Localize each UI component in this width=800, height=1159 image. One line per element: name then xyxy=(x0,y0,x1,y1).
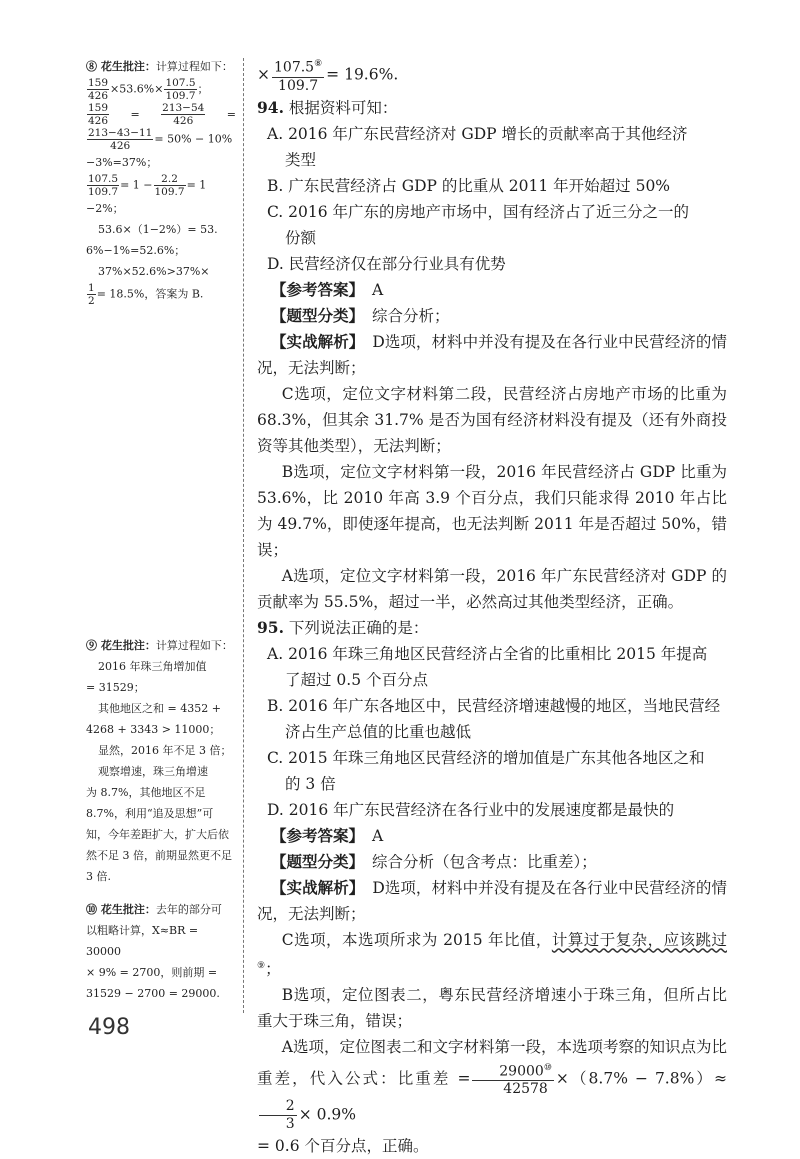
answer-row: 【参考答案】 A xyxy=(271,279,384,299)
analysis-paragraph: C选项，本选项所求为 2015 年比值，计算过于复杂，应该跳过⑨； xyxy=(257,930,727,978)
column-divider xyxy=(243,58,244,1013)
sidebar-notes xyxy=(86,56,236,1004)
note-9: ⑨ 花生批注：计算过程如下： 2016 年珠三角增加值 = 31529； 其他地区之和 = 4352 + 4268 + 3343 > 11000； 显然，2016 年不足 3 倍； 观察增速，珠三角增速 为 8.7%，其他地区不足 8.7%，利用“追及思想”可 知，今年差距扩大，扩大后依 然不足 3 倍，前期显然更不足 3 倍. xyxy=(86,639,233,883)
option-d: D. 2016 年广东民营经济在各行业中的发展速度都是最快的 xyxy=(267,800,675,819)
question-94 xyxy=(257,95,727,615)
type-row: 【题型分类】 综合分析（包含考点：比重差）； xyxy=(271,851,597,871)
fraction: $\frac{159}{426}$ xyxy=(88,102,109,127)
option-c: C. 2015 年珠三角地区民营经济的增加值是广东其他各地区之和 的 3 倍 xyxy=(267,748,705,793)
note-9-head: ⑨ 花生批注： xyxy=(86,639,156,652)
answer-row: 【参考答案】 A xyxy=(271,825,384,845)
fraction: $\frac{1}{2}$ xyxy=(88,282,95,307)
fraction: $\frac{2.2}{109.7}$ xyxy=(154,173,185,198)
option-b: B. 2016 年广东各地区中，民营经济增速越慢的地区，当地民营经 济占生产总值的比重也越低 xyxy=(267,696,721,741)
main-content xyxy=(257,56,727,1159)
note-8-head: ⑧ 花生批注： xyxy=(86,60,156,73)
option-a: A. 2016 年广东民营经济对 GDP 增长的贡献率高于其他经济 类型 xyxy=(267,124,688,169)
analysis-paragraph: B选项，定位文字材料第一段，2016 年民营经济占 GDP 比重为 53.6%，比 2010 年高 3.9 个百分点，我们只能求得 2010 年占比为 49.7%，即使逐年提高，也无法判断 2011 年是否超过 50%，错误； xyxy=(257,462,727,559)
option-d: D. 民营经济仅在部分行业具有优势 xyxy=(267,254,506,273)
top-formula-line: × $\frac{107.5^⑧}{109.7}$ = 19.6%. xyxy=(257,56,727,95)
option-c: C. 2016 年广东的房地产市场中，国有经济占了近三分之一的 份额 xyxy=(267,202,690,247)
question-stem: 下列说法正确的是： xyxy=(288,618,429,637)
note-8: ⑧ 花生批注：计算过程如下： $\frac{159}{426}$ ×53.6%× $\frac{107.5}{109.7}$ ； $\frac{159}{426}$ = $\frac{213-54}{426}$ = $\frac{213-43-11}{426}$ = 50% − 10% −3%=37%； $\frac{107.5}{109.7}$ = 1 − $\frac{2.2}{109.7}$ = 1 −2%； 53.6×（1−2%）= 53. 6%−1%=52.6%； 37%×52.6%>37%× $\frac{1}{2}$ = 18.5%，答案为 B. xyxy=(86,60,236,307)
analysis-paragraph-end: = 0.6 个百分点，正确。 xyxy=(257,1137,429,1156)
note-10: ⑩ 花生批注：去年的部分可 以粗略计算，X≈BR = 30000 × 9% = 2700，则前期 = 31529 − 2700 = 29000. xyxy=(86,903,222,1000)
answer-value: A xyxy=(372,280,384,299)
option-b: B. 广东民营经济占 GDP 的比重从 2011 年开始超过 50% xyxy=(267,176,671,195)
fraction: $\frac{213-43-11}{426}$ xyxy=(88,127,153,152)
fraction: $\frac{2}{3}$ xyxy=(259,1098,297,1133)
fraction: $\frac{159}{426}$ xyxy=(88,77,109,102)
question-number: 94. xyxy=(257,97,284,117)
analysis-row: 【实战解析】 D选项，材料中并没有提及在各行业中民营经济的情况，无法判断； xyxy=(257,877,727,923)
analysis-row: 【实战解析】 D选项，材料中并没有提及在各行业中民营经济的情况，无法判断； xyxy=(257,331,727,377)
wavy-underline-text: 计算过于复杂，应该跳过 xyxy=(551,930,727,949)
analysis-paragraph: B选项，定位图表二，粤东民营经济增速小于珠三角，但所占比重大于珠三角，错误； xyxy=(257,985,727,1030)
question-number: 95. xyxy=(257,617,284,637)
fraction: $\frac{107.5}{109.7}$ xyxy=(88,173,119,198)
fraction: $\frac{213-54}{426}$ xyxy=(162,102,205,127)
analysis-paragraph: C选项，定位文字材料第二段，民营经济占房地产市场的比重为 68.3%，但其余 31.7% 是否为国有经济材料没有提及（还有外商投资等其他类型），无法判断； xyxy=(257,384,727,455)
option-a: A. 2016 年珠三角地区民营经济占全省的比重相比 2015 年提高 了超过 0.5 个百分点 xyxy=(267,644,708,689)
fraction: $\frac{107.5}{109.7}$ xyxy=(165,77,196,102)
note-10-head: ⑩ 花生批注： xyxy=(86,903,156,916)
question-95 xyxy=(257,615,727,1159)
type-row: 【题型分类】 综合分析； xyxy=(271,305,450,325)
page-number: 498 xyxy=(88,1015,130,1040)
analysis-paragraph: A选项，定位图表二和文字材料第一段，本选项考察的知识点为比重差，代入公式：比重差 = $\frac{29000^⑩}{42578}$ ×（8.7% − 7.8%）≈ $\frac{2}{3}$ × 0.9% xyxy=(257,1037,727,1133)
question-stem: 根据资料可知： xyxy=(288,98,398,117)
fraction: $\frac{107.5^⑧}{109.7}$ xyxy=(272,56,324,95)
fraction: $\frac{29000^⑩}{42578}$ xyxy=(472,1060,553,1099)
answer-value: A xyxy=(372,826,384,845)
analysis-paragraph: A选项，定位文字材料第一段，2016 年广东民营经济对 GDP 的贡献率为 55.5%，超过一半，必然高过其他类型经济，正确。 xyxy=(257,566,727,611)
